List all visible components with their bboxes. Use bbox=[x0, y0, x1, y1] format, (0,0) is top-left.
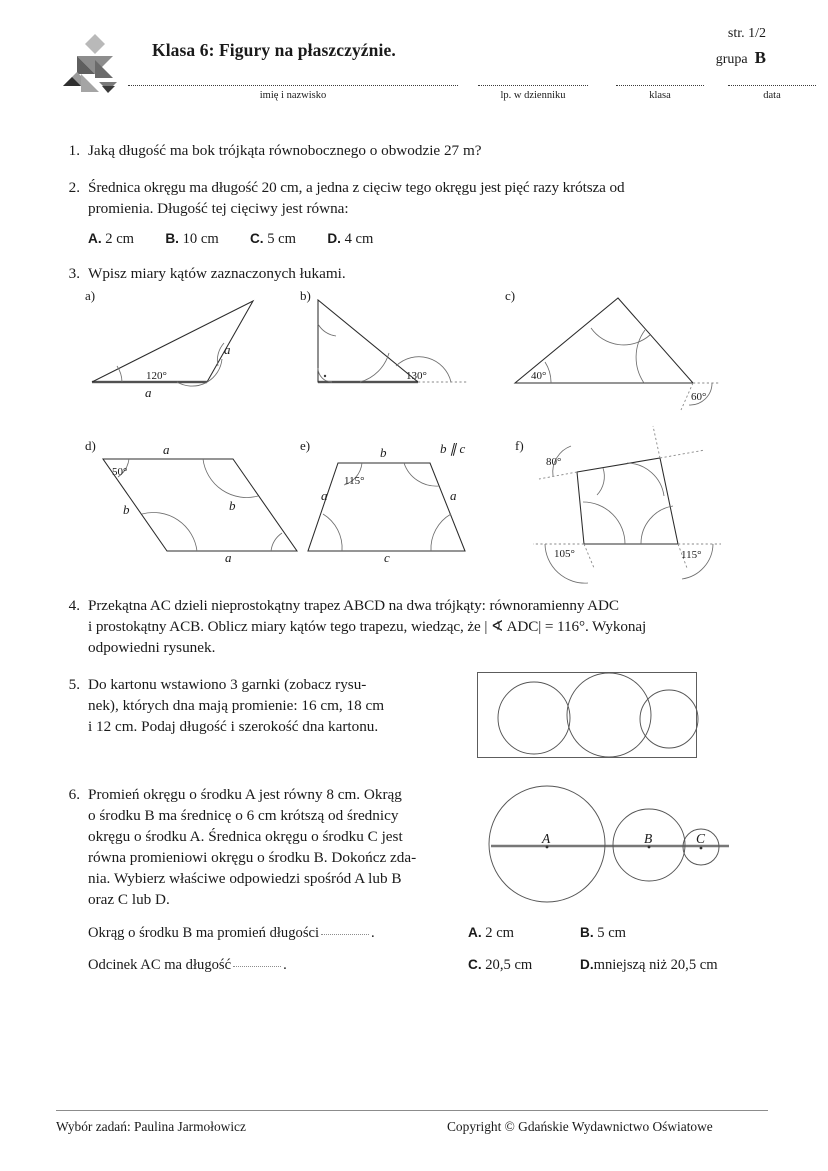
page-header bbox=[0, 0, 828, 118]
page-number-label: str. 1/2 bbox=[727, 26, 766, 41]
figure-3c bbox=[505, 288, 730, 410]
field-register-number-line[interactable] bbox=[478, 84, 588, 86]
figure-3e-var-a-right: a bbox=[450, 488, 457, 503]
figure-3e-var-c: c bbox=[384, 550, 390, 565]
footer-divider bbox=[56, 1110, 768, 1111]
statement-2-text: Odcinek AC ma długość bbox=[88, 957, 232, 973]
figure-5-pots-in-box bbox=[477, 672, 697, 762]
option-d-value: mniejszą niż 20,5 cm bbox=[593, 957, 718, 973]
choice-d-value: 4 cm bbox=[344, 231, 374, 247]
figure-3d-var-a-top: a bbox=[163, 442, 170, 457]
student-fields bbox=[128, 84, 781, 118]
figure-3e-tag: e) bbox=[300, 438, 311, 453]
figure-3d bbox=[85, 438, 315, 563]
figure-3d-var-b-right: b bbox=[229, 498, 236, 513]
exercise-4-number: 4. bbox=[68, 597, 80, 614]
figure-6-label-a: A bbox=[542, 831, 551, 846]
exercise-4-line-3: odpowiedni rysunek. bbox=[88, 639, 216, 656]
figure-3c-tag: c) bbox=[505, 288, 516, 303]
figure-3d-angle-50: 50° bbox=[112, 466, 128, 478]
footer-author: Wybór zadań: Paulina Jarmołowicz bbox=[56, 1119, 246, 1134]
exercise-2-choices bbox=[88, 229, 373, 249]
exercise-1-text: Jaką długość ma bok trójkąta równobocznego o obwodzie 27 m? bbox=[88, 142, 482, 159]
choice-c[interactable] bbox=[250, 231, 300, 247]
option-b-label: B. bbox=[580, 925, 594, 940]
exercise-3-text: Wpisz miary kątów zaznaczonych łukami. bbox=[88, 265, 346, 282]
statement-2-blank[interactable] bbox=[233, 966, 281, 967]
group-indicator bbox=[716, 48, 766, 68]
field-date-line[interactable] bbox=[728, 84, 816, 86]
option-b-value: 5 cm bbox=[597, 925, 627, 941]
exercise-4-line-2: i prostokątny ACB. Oblicz miary kątów tego trapezu, wiedząc, że | ∢ ADC| = 116°. Wykonaj bbox=[88, 618, 647, 635]
exercise-6-statement-2 bbox=[88, 957, 287, 974]
field-name-line[interactable] bbox=[128, 84, 458, 86]
figure-3c-angle-40: 40° bbox=[531, 370, 547, 382]
figure-3f-angle-80: 80° bbox=[546, 456, 562, 468]
exercise-6-line-2: o środku B ma średnicę o 6 cm krótszą od średnicy bbox=[88, 807, 399, 824]
choice-d[interactable] bbox=[327, 231, 373, 247]
field-date[interactable] bbox=[728, 84, 816, 101]
figure-3e-angle-115: 115° bbox=[344, 475, 365, 487]
footer-copyright: Copyright © Gdańskie Wydawnictwo Oświatowe bbox=[447, 1119, 713, 1134]
exercise-3-number: 3. bbox=[68, 265, 80, 282]
exercise-6-line-4: równa promieniowi okręgu o środku B. Dokończ zda- bbox=[88, 849, 417, 866]
figure-6-three-circles bbox=[487, 782, 777, 902]
exercise-6-statement-1 bbox=[88, 925, 375, 942]
figure-3b-angle-130: 130° bbox=[406, 370, 427, 382]
publisher-logo-icon bbox=[55, 30, 135, 100]
exercise-2-line-2: promienia. Długość tej cięciwy jest równa: bbox=[88, 200, 349, 217]
figure-3c-angle-60: 60° bbox=[691, 391, 707, 403]
figure-3f-tag: f) bbox=[515, 438, 524, 453]
group-label: grupa bbox=[715, 52, 748, 67]
exercise-2-number: 2. bbox=[68, 179, 80, 196]
figure-3a bbox=[85, 288, 270, 400]
figure-3b bbox=[300, 288, 490, 400]
exercise-6-number: 6. bbox=[68, 786, 80, 803]
statement-1-period: . bbox=[371, 925, 375, 941]
figure-3e-var-a-left: a bbox=[321, 488, 328, 503]
figure-3e-var-b: b bbox=[380, 445, 387, 460]
field-class-label: klasa bbox=[649, 90, 671, 101]
exercise-6-line-3: okręgu o środku A. Średnica okręgu o środku C jest bbox=[88, 828, 403, 845]
exercise-6-option-d[interactable] bbox=[580, 957, 718, 974]
exercise-5-line-1: Do kartonu wstawiono 3 garnki (zobacz rysu- bbox=[88, 676, 367, 693]
exercise-6-line-1: Promień okręgu o środku A jest równy 8 cm. Okrąg bbox=[88, 786, 402, 803]
exercise-2-line-1: Średnica okręgu ma długość 20 cm, a jedna z cięciw tego okręgu jest pięć razy krótsza od bbox=[88, 179, 625, 196]
exercise-6-line-6: oraz C lub D. bbox=[88, 891, 170, 908]
exercise-6-option-a[interactable] bbox=[468, 925, 514, 942]
field-register-number[interactable] bbox=[478, 84, 588, 101]
field-name-label: imię i nazwisko bbox=[259, 90, 327, 101]
option-a-label: A. bbox=[468, 925, 482, 940]
figure-3b-tag: b) bbox=[300, 288, 311, 303]
figure-3a-var-a1: a bbox=[145, 385, 152, 400]
choice-a-label: A. bbox=[88, 231, 102, 246]
option-c-label: C. bbox=[468, 957, 482, 972]
figure-6-label-b: B bbox=[644, 831, 653, 846]
figure-3f bbox=[515, 432, 730, 567]
field-name[interactable] bbox=[128, 84, 458, 101]
figure-3d-tag: d) bbox=[85, 438, 96, 453]
exercise-6-option-b[interactable] bbox=[580, 925, 626, 942]
exercise-4-line-1: Przekątna AC dzieli nieprostokątny trapez ABCD na dwa trójkąty: równoramienny ADC bbox=[88, 597, 619, 614]
choice-a-value: 2 cm bbox=[105, 231, 135, 247]
exercise-1-number: 1. bbox=[68, 142, 80, 159]
figure-3f-angle-105: 105° bbox=[554, 548, 575, 560]
exercise-6-line-5: nia. Wybierz właściwe odpowiedzi spośród A lub B bbox=[88, 870, 402, 887]
field-class-line[interactable] bbox=[616, 84, 704, 86]
figure-3a-tag: a) bbox=[85, 288, 96, 303]
figure-3d-var-a-bottom: a bbox=[225, 550, 232, 565]
figure-6-label-c: C bbox=[696, 831, 706, 846]
exercise-6-option-c[interactable] bbox=[468, 957, 532, 974]
choice-b[interactable] bbox=[165, 231, 222, 247]
choice-c-value: 5 cm bbox=[267, 231, 297, 247]
figure-3a-var-a2: a bbox=[224, 342, 231, 357]
field-date-label: data bbox=[763, 90, 781, 101]
figure-3e-note: b ∥ c bbox=[440, 441, 466, 456]
field-register-number-label: lp. w dzienniku bbox=[500, 90, 566, 101]
figure-3d-var-b-left: b bbox=[123, 502, 130, 517]
choice-c-label: C. bbox=[249, 231, 264, 246]
figure-3a-angle-120: 120° bbox=[146, 370, 167, 382]
choice-b-label: B. bbox=[165, 231, 179, 246]
exercise-5-line-3: i 12 cm. Podaj długość i szerokość dna kartonu. bbox=[88, 718, 379, 735]
choice-d-label: D. bbox=[327, 231, 341, 246]
option-d-label: D. bbox=[580, 957, 594, 972]
group-value: B bbox=[754, 48, 766, 67]
exercise-5-line-2: nek), których dna mają promienie: 16 cm, 18 cm bbox=[88, 697, 385, 714]
page-title: Klasa 6: Figury na płaszczyźnie. bbox=[152, 40, 396, 60]
figure-3e bbox=[300, 438, 495, 563]
field-class[interactable] bbox=[616, 84, 704, 101]
statement-2-period: . bbox=[283, 957, 287, 973]
statement-1-blank[interactable] bbox=[321, 934, 369, 935]
option-a-value: 2 cm bbox=[485, 925, 515, 941]
figure-3f-angle-115: 115° bbox=[681, 549, 702, 561]
exercise-5-number: 5. bbox=[68, 676, 80, 693]
statement-1-text: Okrąg o środku B ma promień długości bbox=[88, 925, 320, 941]
option-c-value: 20,5 cm bbox=[485, 957, 533, 973]
choice-b-value: 10 cm bbox=[182, 231, 219, 247]
choice-a[interactable] bbox=[88, 231, 138, 247]
